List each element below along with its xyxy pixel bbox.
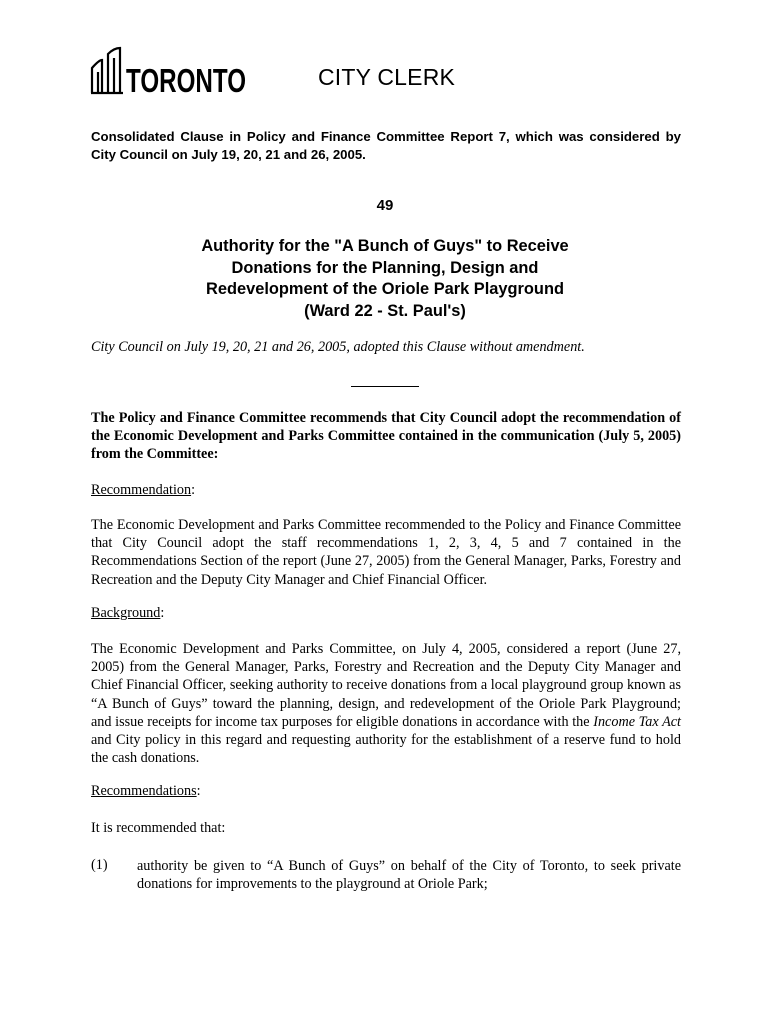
logo-wordmark: TORONTO [126, 62, 246, 99]
background-text-end: and City policy in this regard and requesting authority for the establishment of a reserve fund to hold the cash donations. [91, 732, 681, 767]
recommendation-heading-text: Recommendation [91, 482, 192, 498]
recommended-that: It is recommended that: [91, 820, 226, 836]
clause-title-line: Redevelopment of the Oriole Park Playground [206, 280, 564, 298]
background-heading-text: Background [91, 605, 161, 621]
toronto-logo [90, 46, 250, 99]
department-title: CITY CLERK [318, 64, 456, 90]
clause-title-line: Donations for the Planning, Design and [231, 258, 539, 277]
background-heading: Background: [91, 605, 165, 621]
consolidated-clause-intro: Consolidated Clause in Policy and Finance Committee Report 7, which was considered by City Council on July 19, 20, 21 and 26, 2005. [91, 129, 681, 162]
clause-title-line: (Ward 22 - St. Paul's) [304, 301, 466, 320]
recommendation-paragraph: The Economic Development and Parks Committee recommended to the Policy and Finance Committee that City Council adopt the staff recommendations 1, 2, 3, 4, 5 and 7 contained in the Recommendations Section of the report (June 27, 2005) from the General Manager, Parks, Forestry and Recreation and the Deputy City Manager and Chief Financial Officer. [91, 517, 681, 588]
committee-recommendation: The Policy and Finance Committee recommends that City Council adopt the recommendation of the Economic Development and Parks Committee contained in the communication (July 5, 2005) from the Committee: [91, 410, 681, 463]
income-tax-act-reference: Income Tax Act [593, 713, 681, 730]
section-divider [351, 386, 419, 387]
background-paragraph [91, 640, 681, 767]
clause-title-line: Authority for the "A Bunch of Guys" to Receive [201, 237, 569, 255]
recommendations-heading: Recommendations: [91, 783, 201, 799]
item-number: 49 [376, 197, 394, 214]
recommendations-heading-text: Recommendations [91, 783, 197, 799]
recommendation-heading: Recommendation: [91, 482, 196, 498]
adoption-note: City Council on July 19, 20, 21 and 26, 2005, adopted this Clause without amendment. [91, 339, 585, 355]
city-hall-icon [91, 48, 123, 93]
list-item-number: (1) [91, 857, 108, 873]
clause-title [0, 236, 770, 322]
background-text: The Economic Development and Parks Committee, on July 4, 2005, considered a report (June 27, 2005) from the General Manager, Parks, Forestry and Recreation and the Deputy City Manager and Chief Financial Officer, seeking authority to receive donations from a local playground group known as “A Bunch of Guys” toward the planning, design, and redevelopment of the Oriole Park Playground; and issue receipts for income tax purposes for eligible donations in accordance with the [91, 641, 681, 730]
list-item-text: authority be given to “A Bunch of Guys” on behalf of the City of Toronto, to seek private donations for improvements to the playground at Oriole Park; [137, 858, 681, 893]
